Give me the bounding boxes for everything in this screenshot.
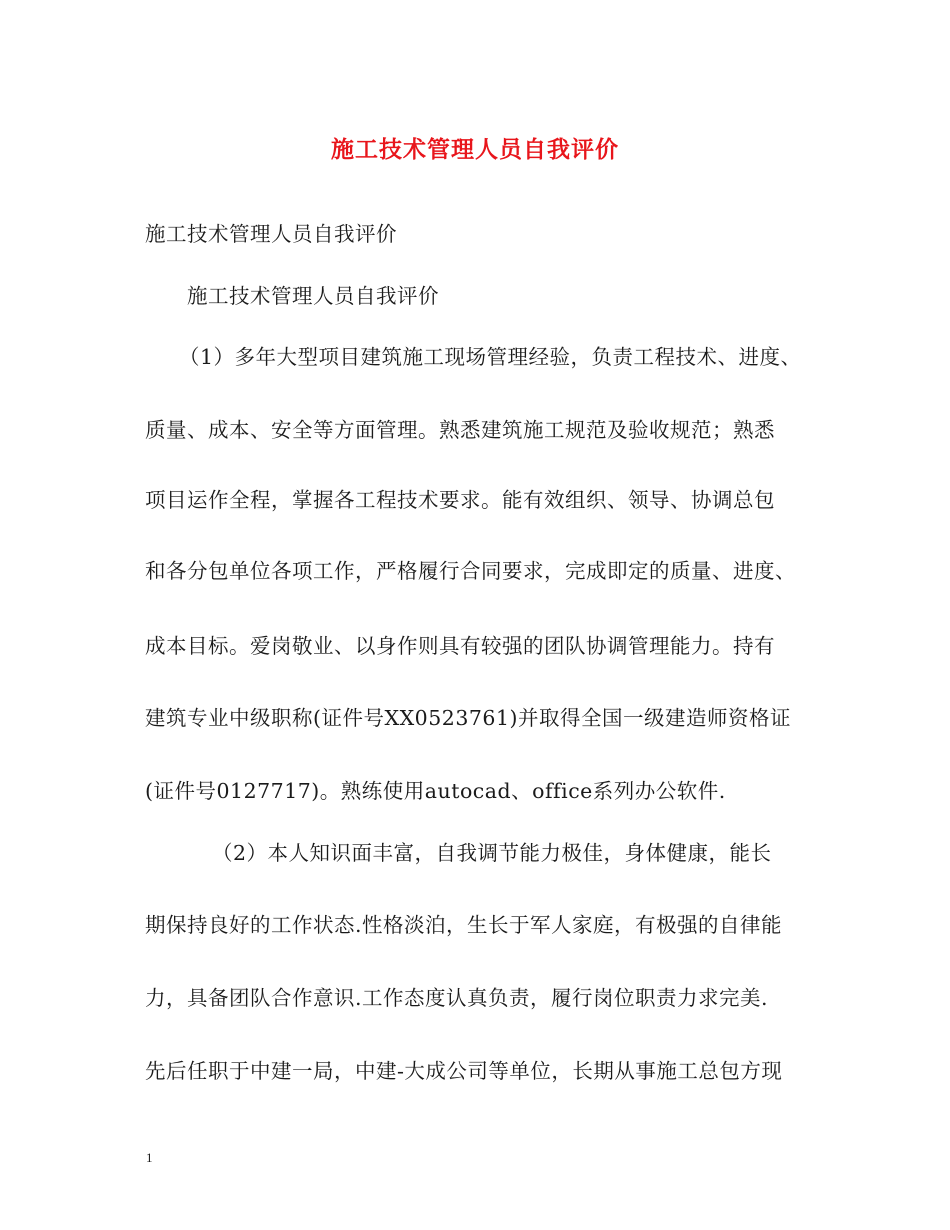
paragraph-line: 和各分包单位各项工作，严格履行合同要求，完成即定的质量、进度、 bbox=[145, 559, 796, 583]
paragraph-line: （1）多年大型项目建筑施工现场管理经验，负责工程技术、进度、 bbox=[179, 345, 802, 369]
paragraph-line: 项目运作全程，掌握各工程技术要求。能有效组织、领导、协调总包 bbox=[145, 488, 775, 512]
document-title: 施工技术管理人员自我评价 bbox=[331, 136, 619, 163]
paragraph-line: （2）本人知识面丰富，自我调节能力极佳，身体健康，能长 bbox=[212, 841, 772, 865]
paragraph-line: 先后任职于中建一局，中建-大成公司等单位，长期从事施工总包方现 bbox=[145, 1059, 783, 1083]
page-number: 1 bbox=[146, 1150, 153, 1165]
paragraph-line: 建筑专业中级职称(证件号XX0523761)并取得全国一级建造师资格证 bbox=[145, 706, 791, 730]
paragraph-line: (证件号0127717)。熟练使用autocad、office系列办公软件. bbox=[145, 779, 726, 803]
subtitle: 施工技术管理人员自我评价 bbox=[145, 222, 397, 246]
paragraph-line: 成本目标。爱岗敬业、以身作则具有较强的团队协调管理能力。持有 bbox=[145, 634, 775, 658]
paragraph-line: 期保持良好的工作状态.性格淡泊，生长于军人家庭，有极强的自律能 bbox=[145, 913, 783, 937]
section-heading: 施工技术管理人员自我评价 bbox=[187, 284, 439, 308]
paragraph-line: 力，具备团队合作意识.工作态度认真负责，履行岗位职责力求完美. bbox=[145, 986, 769, 1010]
paragraph-line: 质量、成本、安全等方面管理。熟悉建筑施工规范及验收规范；熟悉 bbox=[145, 418, 775, 442]
